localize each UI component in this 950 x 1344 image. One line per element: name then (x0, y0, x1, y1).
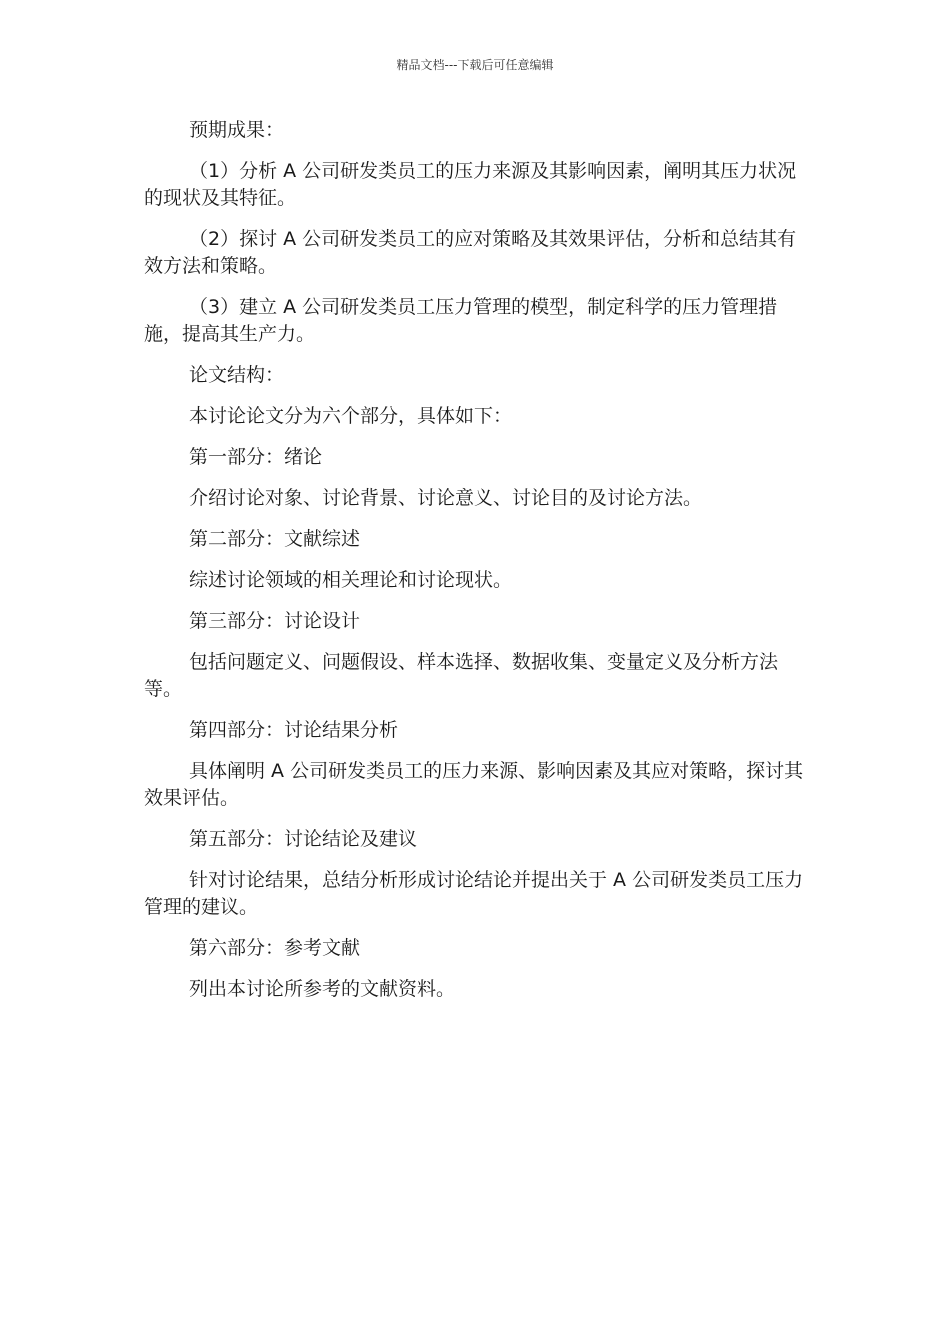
section-5-title: 第五部分：讨论结论及建议 (189, 828, 418, 850)
paragraph-expected-results-heading: 预期成果： (189, 119, 285, 141)
section-4-desc: 具体阐明 A 公司研发类员工的压力来源、影响因素及其应对策略，探讨其效果评估。 (144, 760, 804, 809)
section-5-desc: 针对讨论结果，总结分析形成讨论结论并提出关于 A 公司研发类员工压力管理的建议。 (144, 869, 804, 918)
section-2-title: 第二部分：文献综述 (189, 528, 361, 550)
section-6-title: 第六部分：参考文献 (189, 937, 361, 959)
section-3-desc: 包括问题定义、问题假设、样本选择、数据收集、变量定义及分析方法等。 (144, 651, 779, 700)
paragraph-result-2: （2）探讨 A 公司研发类员工的应对策略及其效果评估，分析和总结其有效方法和策略。 (144, 228, 797, 277)
paragraph-result-1: （1）分析 A 公司研发类员工的压力来源及其影响因素，阐明其压力状况的现状及其特征。 (144, 160, 797, 209)
page-header: 精品文档---下载后可任意编辑 (396, 58, 554, 72)
section-4-title: 第四部分：讨论结果分析 (189, 719, 399, 741)
paragraph-result-3: （3）建立 A 公司研发类员工压力管理的模型，制定科学的压力管理措施，提高其生产力。 (144, 296, 778, 345)
paragraph-structure-heading: 论文结构： (189, 364, 285, 386)
section-1-title: 第一部分：绪论 (189, 446, 323, 468)
section-3-title: 第三部分：讨论设计 (189, 610, 361, 632)
section-6-desc: 列出本讨论所参考的文献资料。 (189, 978, 456, 1000)
section-1-desc: 介绍讨论对象、讨论背景、讨论意义、讨论目的及讨论方法。 (189, 487, 703, 509)
section-2-desc: 综述讨论领域的相关理论和讨论现状。 (189, 569, 513, 591)
paragraph-structure-intro: 本讨论论文分为六个部分，具体如下： (189, 405, 513, 427)
document-body (144, 117, 808, 1017)
